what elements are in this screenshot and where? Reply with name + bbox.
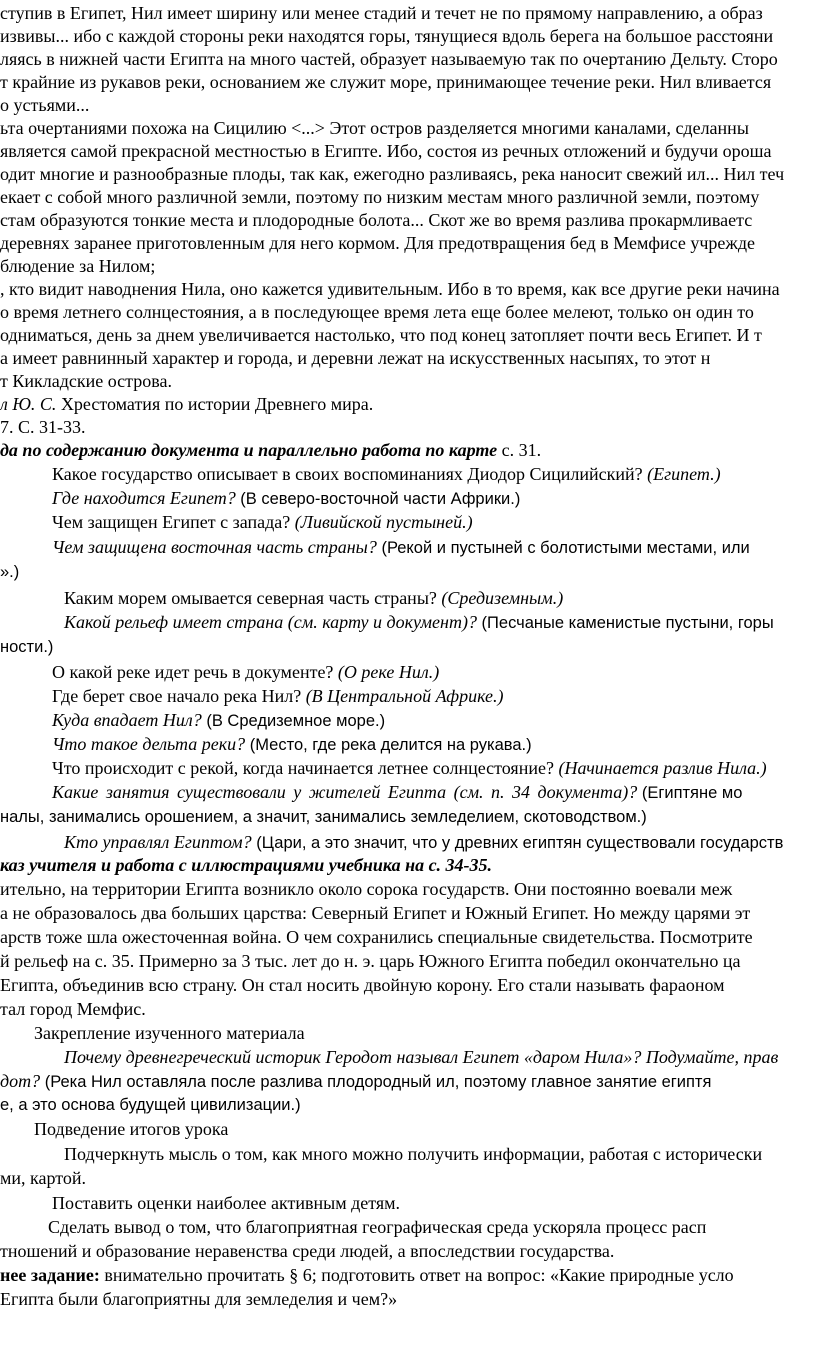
consolidation-question: Почему древнегреческий историк Геродот называл Египет «даром Нила»? Подумайте, прав xyxy=(64,1047,779,1067)
diodorus-line: деревнях заранее приготовленным для него кормом. Для предотвращения бед в Мемфисе учрежде xyxy=(0,233,755,253)
answer-continuation: е, а это основа будущей цивилизации.) xyxy=(0,1096,301,1114)
answer-continuation: налы, занимались орошением, а значит, занимались земледелием, скотоводством.) xyxy=(0,808,647,826)
qa-item xyxy=(64,611,774,634)
diodorus-line: одниматься, день за днем увеличивается настолько, что под конец затопляет почти весь Египет. И т xyxy=(0,325,762,345)
herodotus-line: ступив в Египет, Нил имеет ширину или менее стадий и течет не по прямому направлению, а образ xyxy=(0,3,763,23)
qa-item xyxy=(52,757,767,779)
task-heading-text: да по содержанию документа и параллельно работа по карте xyxy=(0,440,498,460)
qa-item xyxy=(52,511,473,533)
question-end: дот? xyxy=(0,1071,41,1091)
diodorus-line: блюдение за Нилом; xyxy=(0,256,156,276)
question: Чем защищен Египет с запада? xyxy=(52,512,291,532)
diodorus-line: , кто видит наводнения Нила, оно кажется удивительным. Ибо в то время, как все другие реки начина xyxy=(0,279,780,299)
summary-line: Поставить оценки наиболее активным детям. xyxy=(52,1193,401,1213)
teacher-story-line: тал город Мемфис. xyxy=(0,999,146,1019)
answer: (Место, где река делится на рукава.) xyxy=(245,736,532,754)
answer: (В Центральной Африке.) xyxy=(301,686,504,706)
diodorus-line: т Кикладские острова. xyxy=(0,371,173,391)
source-citation xyxy=(0,393,373,415)
summary-line: ми, картой. xyxy=(0,1168,87,1188)
herodotus-line: извивы... ибо с каждой стороны реки находятся горы, тянущиеся вдоль берега на большое расстояни xyxy=(0,26,774,46)
teacher-story-line: арств тоже шла ожесточенная война. О чем сохранились специальные свидетельства. Посмотрите xyxy=(0,927,753,947)
question: Какой рельеф имеет страна (см. карту и документ)? xyxy=(64,612,477,632)
consolidation-answer xyxy=(0,1070,711,1093)
qa-item xyxy=(52,709,385,732)
question: Где находится Египет? xyxy=(52,488,236,508)
source-pages: 7. С. 31-33. xyxy=(0,417,86,437)
herodotus-line: ляясь в нижней части Египта на много частей, образует называемую так по очертанию Дельту. Сторо xyxy=(0,49,778,69)
qa-item xyxy=(52,463,721,485)
qa-item xyxy=(52,781,742,804)
question: Что происходит с рекой, когда начинается летнее солнцестояние? xyxy=(52,758,554,778)
source-author: л Ю. С. xyxy=(0,394,57,414)
herodotus-line: т крайние из рукавов реки, основанием же служит море, принимающее течение реки. Нил вливается xyxy=(0,72,772,92)
teacher-story-line: ительно, на территории Египта возникло около сорока государств. Они постоянно воевали меж xyxy=(0,879,733,899)
question: Какие занятия существовали у жителей Египта (см. п. 34 документа)? xyxy=(52,782,638,802)
answer: (Средиземным.) xyxy=(436,588,564,608)
qa-item xyxy=(52,733,532,756)
answer: (Река Нил оставляла после разлива плодородный ил, поэтому главное занятие египтя xyxy=(40,1073,712,1091)
task-heading xyxy=(0,439,541,461)
qa-item xyxy=(52,661,439,683)
teacher-story-heading: каз учителя и работа с иллюстрациями учебника на с. 34-35. xyxy=(0,855,493,875)
qa-item xyxy=(64,831,783,854)
diodorus-line: о время летнего солнцестояния, а в последующее время лета еще более мелеют, только он один то xyxy=(0,302,754,322)
herodotus-line: о устьями... xyxy=(0,95,90,115)
answer: (Ливийской пустыней.) xyxy=(290,512,473,532)
diodorus-line: екает с собой много различной земли, поэтому по низким местам много различной земли, поэтому xyxy=(0,187,760,207)
summary-line: Сделать вывод о том, что благоприятная географическая среда ускоряла процесс расп xyxy=(48,1217,707,1237)
diodorus-line: ьта очертаниями похожа на Сицилию <...> Этот остров разделяется многими каналами, сделанны xyxy=(0,118,749,138)
question: Кто управлял Египтом? xyxy=(64,832,252,852)
qa-item xyxy=(52,685,504,707)
answer: (Египтяне мо xyxy=(637,784,743,802)
answer: (Египет.) xyxy=(642,464,721,484)
homework-line: Египта были благоприятны для земледелия и чем?» xyxy=(0,1289,398,1309)
answer: (Песчаные каменистые пустыни, горы xyxy=(476,614,774,632)
answer: (В Средиземное море.) xyxy=(201,712,386,730)
diodorus-line: одит многие и разнообразные плоды, так как, ежегодно разливаясь, река наносит свежий ил... Нил теч xyxy=(0,164,785,184)
diodorus-line: а имеет равнинный характер и города, и деревни лежат на искусственных насыпях, то этот н xyxy=(0,348,711,368)
summary-line: тношений и образование неравенства среди людей, а впоследствии государства. xyxy=(0,1241,615,1261)
answer: (О реке Нил.) xyxy=(333,662,440,682)
question: Что такое дельта реки? xyxy=(52,734,246,754)
question: Чем защищена восточная часть страны? xyxy=(52,537,377,557)
qa-item xyxy=(52,487,520,510)
diodorus-line: стам образуются тонкие места и плодородные болота... Скот же во время разлива прокармливаетс xyxy=(0,210,753,230)
consolidation-heading: Закрепление изученного материала xyxy=(34,1023,305,1043)
qa-item xyxy=(52,536,750,559)
diodorus-line: является самой прекрасной местностью в Египте. Ибо, состоя из речных отложений и будучи ороша xyxy=(0,141,772,161)
answer-continuation: ».) xyxy=(0,563,20,581)
answer: (Начинается разлив Нила.) xyxy=(553,758,767,778)
source-title: Хрестоматия по истории Древнего мира. xyxy=(56,394,374,414)
teacher-story-line: а не образовалось два больших царства: Северный Египет и Южный Египет. Но между царями эт xyxy=(0,903,751,923)
qa-item xyxy=(64,587,563,609)
answer: (В северо-восточной части Африки.) xyxy=(235,490,521,508)
teacher-story-line: й рельеф на с. 35. Примерно за 3 тыс. лет до н. э. царь Южного Египта победил окончательно ца xyxy=(0,951,741,971)
question: О какой реке идет речь в документе? xyxy=(52,662,334,682)
answer: (Рекой и пустыней с болотистыми местами, или xyxy=(376,539,750,557)
answer-continuation: ности.) xyxy=(0,638,54,656)
question: Куда впадает Нил? xyxy=(52,710,202,730)
question: Какое государство описывает в своих воспоминаниях Диодор Сицилийский? xyxy=(52,464,643,484)
task-heading-page: с. 31. xyxy=(497,440,542,460)
teacher-story-line: Египта, объединив всю страну. Он стал носить двойную корону. Его стали называть фараоном xyxy=(0,975,725,995)
summary-heading: Подведение итогов урока xyxy=(34,1119,229,1139)
homework xyxy=(0,1264,734,1286)
answer: (Цари, а это значит, что у древних египтян существовали государств xyxy=(251,834,784,852)
homework-label: нее задание: xyxy=(0,1265,100,1285)
summary-line: Подчеркнуть мысль о том, как много можно получить информации, работая с исторически xyxy=(64,1144,763,1164)
question: Где берет свое начало река Нил? xyxy=(52,686,302,706)
question: Каким морем омывается северная часть страны? xyxy=(64,588,437,608)
homework-text: внимательно прочитать § 6; подготовить ответ на вопрос: «Какие природные усло xyxy=(99,1265,734,1285)
